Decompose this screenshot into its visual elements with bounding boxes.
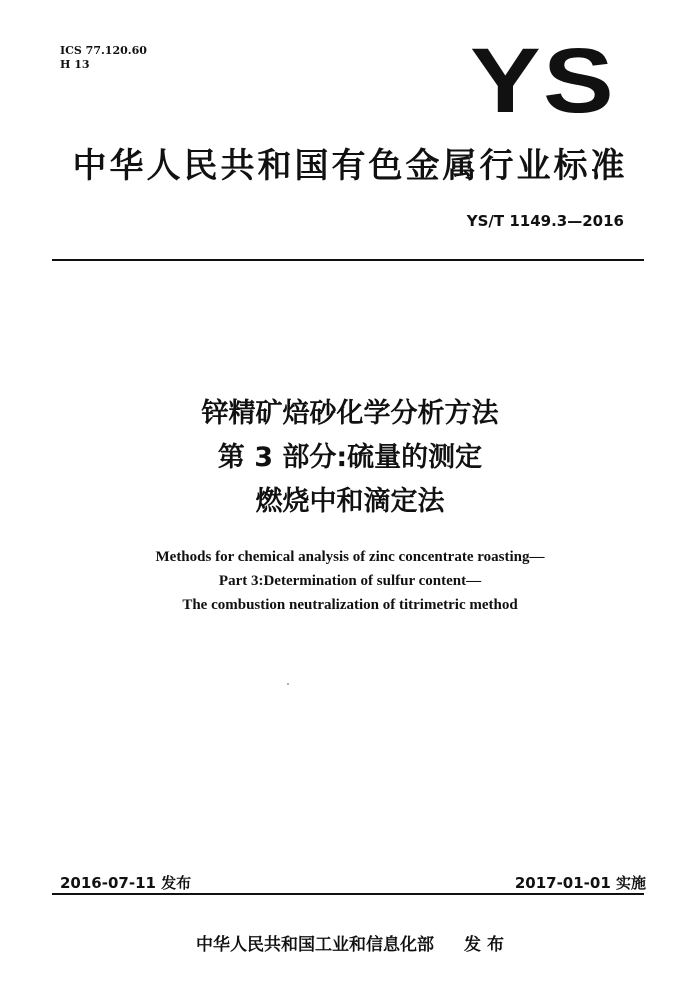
english-title-line-2: Part 3:Determination of sulfur content—: [218, 573, 482, 589]
english-title-line-1: Methods for chemical analysis of zinc concentrate roasting—: [155, 549, 545, 565]
svg-text:YS: YS: [470, 38, 616, 120]
chinese-title-block: [0, 392, 700, 524]
issue-date: 2016-07-11 发布: [60, 874, 192, 892]
implementation-date: 2017-01-01 实施: [514, 874, 646, 892]
scan-speck: [287, 683, 289, 685]
chinese-title-line-1: 锌精矿焙砂化学分析方法: [201, 398, 499, 429]
classification-codes: [60, 44, 147, 72]
ccs-code: H 13: [60, 58, 90, 71]
issuer-action: 发 布: [464, 935, 504, 955]
chinese-title-line-2: 第 3 部分:硫量的测定: [217, 442, 483, 473]
standard-category-title: 中华人民共和国有色金属行业标准: [72, 146, 628, 186]
english-title-line-3: The combustion neutralization of titrimetric method: [182, 597, 518, 613]
issuing-authority: [0, 930, 700, 955]
top-divider: [52, 259, 644, 261]
ys-logo: [468, 38, 618, 120]
english-title-block: [0, 545, 700, 617]
chinese-title-line-3: 燃烧中和滴定法: [255, 486, 445, 517]
standard-code: YS/T 1149.3—2016: [466, 212, 624, 230]
issuer-name: 中华人民共和国工业和信息化部: [196, 935, 435, 955]
ys-logo-icon: [468, 38, 618, 120]
bottom-divider: [52, 893, 644, 895]
ics-code: ICS 77.120.60: [60, 44, 147, 57]
